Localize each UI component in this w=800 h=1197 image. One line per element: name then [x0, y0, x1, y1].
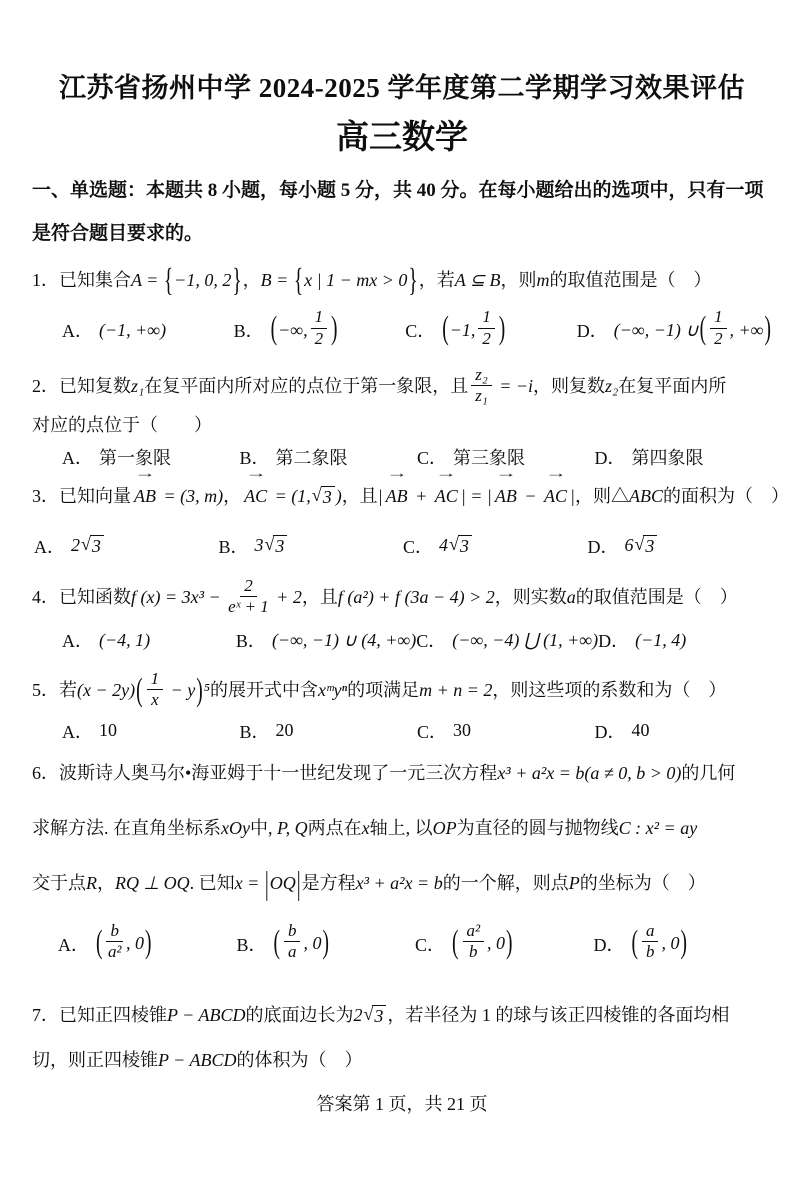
fraction [478, 308, 494, 348]
math-run: m + n = 2 [419, 680, 493, 701]
denominator: eˣ + 1 [228, 596, 269, 616]
option-label: B． [218, 536, 249, 557]
option-label: B． [233, 321, 264, 342]
math-run: A = [131, 270, 163, 290]
page-footer: 答案第 1 页，共 21 页 [316, 1093, 488, 1114]
math-run: P − ABCD [167, 1004, 246, 1025]
option-body [625, 535, 659, 557]
option-d [595, 718, 773, 744]
radicand: 3 [90, 535, 104, 557]
radicand: 3 [372, 1005, 386, 1027]
question-5-stem [32, 669, 772, 712]
big-delimiter: ) [196, 673, 203, 710]
math-run: (−∞, −1) ∪ (4, +∞) [271, 629, 417, 650]
fraction [228, 577, 269, 617]
vector-arrow-icon: → [435, 465, 458, 480]
option-a [62, 317, 234, 343]
math-run: , 0 [487, 933, 506, 954]
text-run: 为直径的圆与抛物线 [456, 817, 619, 838]
option-label: C． [417, 447, 448, 468]
math-run: B = [260, 270, 293, 290]
math-run: (−1, 4) [635, 629, 687, 650]
math-run: 2 [71, 535, 80, 556]
text-run: 的几何 [681, 762, 736, 783]
text-run: 两点在 [307, 817, 362, 838]
math-run: + 2 [271, 586, 302, 607]
question-2-stem-line-2 [32, 408, 772, 442]
option-label: D． [587, 536, 619, 557]
text-run: 中, [249, 817, 277, 838]
radical-sign: √ [81, 533, 91, 554]
option-d [598, 627, 772, 653]
text-run: 第一象限 [99, 447, 171, 468]
fraction [106, 922, 122, 962]
option-b [233, 307, 406, 350]
vector-body: AC [244, 485, 268, 506]
option-label: A． [62, 721, 93, 742]
option-label: B． [239, 721, 270, 742]
math-run: 3 [254, 535, 264, 556]
question-1-options [32, 305, 772, 355]
denominator: z₁ [475, 386, 488, 406]
text-run: 交于点 [32, 872, 86, 893]
vector-expression [434, 465, 458, 513]
big-delimiter: ( [699, 311, 707, 348]
option-body [441, 307, 506, 350]
big-delimiter: ( [96, 925, 103, 961]
math-run: A ⊆ B [454, 270, 501, 290]
page-title: 江苏省扬州中学 2024-2025 学年度第二学期学习效果评估 [59, 73, 745, 103]
math-run: | [377, 485, 383, 506]
option-label: A． [58, 934, 89, 955]
math-run: z₁ [131, 376, 145, 397]
option-c [416, 627, 598, 653]
vector-expression [134, 465, 156, 513]
radicand: 3 [321, 486, 335, 508]
big-delimiter: ( [631, 925, 638, 961]
math-run: , 0 [303, 933, 322, 954]
text-run: 的一个解，则点 [442, 872, 569, 893]
option-body [439, 535, 473, 557]
math-run: x | 1 − mx > 0 [304, 270, 408, 290]
math-run: f (x) = 3x³ − [131, 586, 226, 607]
option-label: C． [403, 536, 434, 557]
vector-expression [494, 465, 517, 513]
math-run: xᵐyⁿ [317, 680, 348, 701]
vector-arrow-icon: → [385, 465, 408, 480]
math-run: x³ + a²x = b [355, 872, 443, 893]
question-7-stem-line-2 [32, 1038, 772, 1083]
text-run: . 已知 [189, 872, 235, 893]
big-delimiter: ) [498, 311, 506, 348]
fraction [471, 366, 491, 406]
option-body [95, 921, 152, 964]
option-a [62, 718, 240, 744]
text-run: 对应的点位于（ ） [32, 414, 212, 435]
big-delimiter: { [293, 263, 304, 300]
text-run: 的取值范围是（ ） [575, 586, 738, 607]
text-run: 在复平面内所 [618, 376, 727, 397]
option-label: D． [576, 321, 608, 342]
big-delimiter: ) [331, 311, 338, 348]
math-run: 6 [624, 535, 634, 556]
text-run: 的项满足 [347, 680, 420, 701]
text-run: 40 [631, 720, 650, 741]
big-delimiter: ( [273, 925, 280, 961]
fraction [147, 670, 163, 710]
big-delimiter: ) [680, 925, 687, 961]
math-run: − y [166, 680, 196, 701]
radical-sign: √ [449, 533, 459, 554]
section-header-line-2: 是符合题目要求的。 [32, 223, 204, 244]
vector-body: AC [544, 485, 568, 506]
vector-body: AB [385, 485, 408, 506]
sqrt-expression [364, 1005, 387, 1027]
question-4-stem [32, 575, 772, 619]
option-body [453, 720, 471, 741]
section-header-line-1: 一、单选题：本题共 8 小题，每小题 5 分，共 40 分。在每小题给出的选项中，只有一项 [32, 180, 764, 201]
big-delimiter: ( [270, 311, 278, 348]
question-6-stem-line-1 [32, 746, 772, 801]
text-run: ，且 [301, 586, 338, 607]
option-label: C． [417, 721, 448, 742]
text-run: ，若半径为 1 的球与该正四棱锥的各面均相 [387, 1004, 730, 1025]
math-run: (−1, +∞) [99, 319, 167, 340]
option-label: B． [239, 447, 270, 468]
math-run: 4 [439, 535, 449, 556]
option-body [270, 307, 339, 350]
math-run: C : x² = ay [618, 817, 698, 838]
fraction [463, 922, 485, 962]
big-delimiter: } [408, 263, 418, 300]
math-run: OP [432, 817, 457, 838]
vector-expression [244, 465, 268, 513]
option-label: A． [34, 536, 65, 557]
sqrt-expression [449, 535, 472, 557]
option-d [588, 533, 773, 559]
math-run: , 0 [125, 933, 144, 954]
option-body [272, 630, 416, 651]
option-c [417, 718, 595, 744]
option-label: C． [405, 321, 436, 342]
math-run: P − ABCD [158, 1049, 237, 1070]
math-run: ⁵ [203, 680, 210, 701]
math-run: 2 [353, 1004, 363, 1025]
option-d [576, 307, 772, 350]
option-body [452, 630, 598, 651]
option-body [273, 921, 330, 964]
fraction [710, 308, 726, 348]
sqrt-expression [265, 535, 288, 557]
radical-sign: √ [264, 533, 275, 554]
vector-body: AB [134, 485, 156, 506]
text-run: 的体积为（ ） [236, 1049, 363, 1070]
question-3 [32, 465, 789, 562]
math-run: R [86, 872, 97, 893]
text-run: ，则△ [574, 485, 629, 506]
vector-arrow-icon: → [544, 465, 567, 480]
math-run: a [566, 586, 576, 607]
big-delimiter: ( [452, 925, 459, 961]
text-run: 求解方法. 在直角坐标系 [32, 817, 221, 838]
option-c [405, 307, 577, 350]
radicand: 3 [273, 535, 287, 557]
question-2-stem-line-1 [32, 365, 772, 408]
option-label: D． [594, 721, 626, 742]
text-run: 的面积为（ ） [662, 485, 789, 506]
section-header [32, 169, 772, 255]
option-body [631, 921, 688, 964]
text-run: 在复平面内所对应的点位于第一象限，且 [144, 376, 469, 397]
denominator: x [151, 690, 159, 710]
text-run: 切，则正四棱锥 [32, 1049, 158, 1070]
big-delimiter: { [163, 263, 174, 300]
vector-arrow-icon: → [495, 465, 517, 480]
math-run: = (1, [270, 485, 311, 506]
math-run: −∞, [278, 319, 308, 340]
big-delimiter: } [232, 263, 242, 300]
math-run: P, Q [276, 817, 308, 838]
text-run: 的展开式中含 [209, 680, 318, 701]
text-run: 是方程 [301, 872, 356, 893]
text-run: ， [97, 872, 115, 893]
text-run: 第三象限 [453, 447, 526, 468]
vector-expression [544, 465, 568, 513]
math-run: = −i [494, 376, 534, 397]
math-run: − [519, 485, 542, 506]
option-b [236, 627, 416, 653]
option-label: D． [598, 631, 630, 652]
denominator: b [469, 942, 478, 962]
text-run: 20 [275, 720, 294, 741]
denominator: 2 [714, 328, 723, 348]
option-body [99, 320, 166, 341]
math-run: , 0 [661, 933, 680, 954]
vector-arrow-icon: → [244, 465, 267, 480]
denominator: 2 [314, 328, 324, 348]
question-7 [32, 993, 772, 1083]
question-6 [32, 746, 772, 973]
vector-expression [385, 465, 408, 513]
sqrt-expression [312, 486, 335, 508]
radical-sign: √ [363, 1003, 374, 1024]
text-run: ，则复数 [533, 376, 606, 397]
math-run: x³ + a²x = b(a ≠ 0, b > 0) [497, 762, 682, 783]
math-run: m [536, 270, 550, 290]
question-2 [32, 365, 772, 472]
denominator: a² [107, 942, 122, 962]
option-body [451, 921, 514, 964]
option-body [613, 307, 772, 350]
big-delimiter: ) [506, 925, 513, 961]
math-run: (−∞, −1) ∪ [613, 319, 699, 340]
math-run: | [570, 485, 575, 506]
option-d [595, 444, 773, 470]
math-run: (x − 2y) [77, 680, 136, 701]
math-run: −1, 0, 2 [174, 270, 232, 290]
option-b [240, 718, 418, 744]
option-b [236, 921, 416, 964]
option-label: D． [594, 447, 626, 468]
question-3-stem [32, 465, 789, 513]
math-run: −1, [449, 319, 476, 340]
vector-arrow-icon: → [134, 465, 156, 480]
big-delimiter: ) [764, 311, 771, 348]
math-run: x [361, 817, 370, 838]
question-3-options [32, 530, 772, 562]
text-run: ，则 [500, 270, 537, 290]
fraction [642, 922, 658, 962]
math-run: , +∞ [729, 319, 764, 340]
option-a [58, 921, 237, 964]
math-run: + [410, 485, 432, 506]
question-7-stem-line-1 [32, 993, 772, 1038]
option-d [593, 921, 773, 964]
option-body [276, 720, 294, 741]
option-label: A． [62, 447, 93, 468]
text-run: ， [223, 485, 242, 506]
big-delimiter: ( [442, 311, 449, 348]
text-run: 的坐标为（ ） [579, 872, 706, 893]
math-run: P [568, 872, 580, 893]
radical-sign: √ [634, 533, 645, 554]
sqrt-expression [635, 535, 658, 557]
math-run: x = [234, 872, 264, 893]
option-label: D． [593, 934, 625, 955]
math-run: (−∞, −4) ⋃ (1, +∞) [452, 629, 599, 650]
text-run: 第四象限 [631, 447, 704, 468]
math-run: (−4, 1) [99, 629, 151, 650]
numerator: a [642, 922, 658, 942]
math-run: OQ [269, 872, 296, 893]
denominator: a [288, 942, 297, 962]
question-6-stem-line-3 [32, 856, 772, 912]
question-1 [32, 263, 772, 355]
text-run: 的底面边长为 [245, 1004, 354, 1025]
math-run: z₂ [605, 376, 619, 397]
vector-body: AB [494, 485, 517, 506]
numerator: a² [463, 922, 485, 942]
option-label: B． [236, 934, 267, 955]
sqrt-expression [81, 535, 104, 557]
denominator: 2 [482, 328, 491, 348]
option-label: B． [235, 631, 266, 652]
text-run: 2．已知复数 [32, 376, 131, 397]
option-a [62, 627, 236, 653]
big-delimiter: ( [136, 673, 143, 710]
question-5-options [32, 717, 772, 745]
option-body [99, 630, 150, 651]
fraction [284, 922, 300, 962]
math-run: xOy [221, 817, 250, 838]
radicand: 3 [643, 535, 657, 557]
big-delimiter: ) [144, 925, 152, 961]
text-run: 3．已知向量 [32, 485, 131, 506]
numerator: 2 [240, 577, 256, 597]
radical-sign: √ [311, 484, 322, 505]
question-1-stem [32, 263, 772, 299]
question-5 [32, 669, 772, 745]
text-run: ，且 [341, 485, 378, 506]
numerator: 1 [478, 308, 494, 328]
big-delimiter: | [296, 866, 301, 903]
big-delimiter: | [264, 866, 269, 903]
option-body [632, 720, 650, 741]
math-run: RQ ⊥ OQ [115, 872, 190, 893]
text-run: ，若 [418, 270, 455, 290]
text-run: 7．已知正四棱锥 [32, 1004, 167, 1025]
text-run: 的取值范围是（ ） [549, 270, 712, 290]
question-4 [32, 575, 772, 658]
math-run: | = | [460, 485, 492, 506]
page-subtitle: 高三数学 [336, 120, 468, 156]
question-4-options [32, 623, 772, 657]
option-label: A． [62, 631, 93, 652]
question-6-options [32, 915, 772, 973]
text-run: 30 [453, 720, 472, 741]
numerator: 1 [311, 308, 327, 328]
numerator: 1 [147, 670, 163, 690]
option-body [635, 630, 686, 651]
text-run: 1．已知集合 [32, 270, 131, 290]
option-body [255, 535, 289, 557]
option-c [415, 921, 594, 964]
text-run: 10 [99, 720, 117, 741]
option-label: C． [416, 631, 447, 652]
option-label: A． [62, 321, 93, 342]
math-run: ) [335, 485, 342, 506]
fraction [311, 308, 327, 348]
text-run: ，则这些项的系数和为（ ） [492, 680, 727, 701]
big-delimiter: ) [322, 925, 329, 961]
text-run: 第二象限 [275, 447, 348, 468]
numerator: 1 [710, 308, 726, 328]
text-run: 6．波斯诗人奥马尔•海亚姆于十一世纪发现了一元三次方程 [32, 762, 498, 783]
option-body [632, 444, 704, 470]
text-run: ， [242, 270, 261, 290]
math-run: f (a²) + f (3a − 4) > 2 [337, 586, 495, 607]
option-c [403, 533, 588, 559]
text-run: 轴上, 以 [369, 817, 433, 838]
option-body [71, 535, 105, 557]
option-body [276, 444, 348, 470]
numerator: b [106, 922, 122, 942]
vector-body: AC [434, 485, 458, 506]
text-run: 5．若 [32, 680, 77, 701]
option-body [99, 720, 117, 741]
option-a [34, 533, 219, 559]
text-run: 4．已知函数 [32, 586, 131, 607]
text-run: ，则实数 [494, 586, 567, 607]
numerator: z₂ [471, 366, 491, 386]
option-label: C． [415, 934, 446, 955]
radicand: 3 [458, 535, 472, 557]
numerator: b [284, 922, 300, 942]
math-run: = (3, m) [159, 485, 224, 506]
option-b [219, 533, 404, 559]
question-6-stem-line-2 [32, 801, 772, 856]
denominator: b [645, 942, 655, 962]
math-run: ABC [628, 485, 663, 506]
